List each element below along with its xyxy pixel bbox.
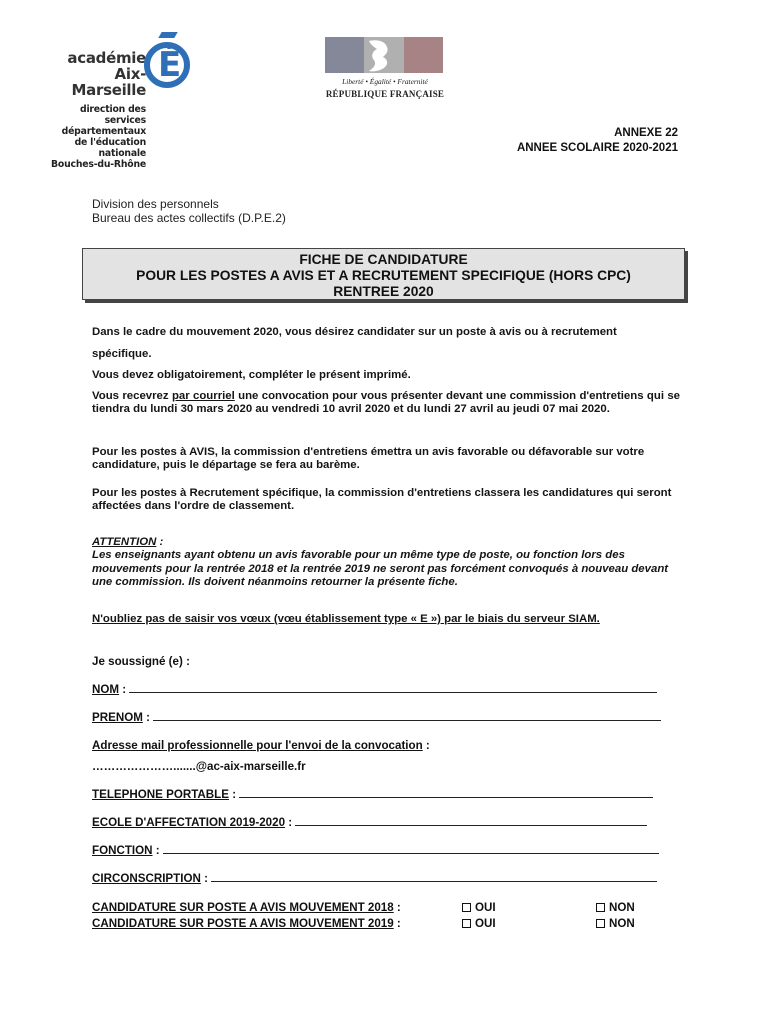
e-letter: É	[158, 45, 182, 85]
nom-sep: :	[119, 683, 127, 696]
obligation-paragraph: Vous devez obligatoirement, compléter le présent imprimé.	[92, 369, 411, 381]
annex-header	[517, 126, 678, 156]
intro-paragraph: Dans le cadre du mouvement 2020, vous désirez candidater sur un poste à avis ou à recrutement	[92, 326, 617, 338]
title-line-3: RENTREE 2020	[333, 284, 434, 299]
non-label: NON	[609, 917, 635, 930]
division-name: Division des personnels	[92, 197, 219, 211]
prenom-sep: :	[142, 711, 150, 724]
dsden-text	[40, 104, 146, 170]
bureau-name: Bureau des actes collectifs (D.P.E.2)	[92, 211, 286, 225]
telephone-field[interactable]	[92, 788, 653, 801]
circonscription-label: CIRCONSCRIPTION	[92, 872, 201, 885]
academie-logo	[40, 32, 200, 170]
cand-2018-non[interactable]	[596, 901, 635, 914]
academie-line2: Aix-Marseille	[71, 65, 146, 99]
title-line-1: FICHE DE CANDIDATURE	[299, 252, 468, 267]
academie-name	[54, 50, 146, 98]
telephone-input-line[interactable]	[239, 788, 653, 798]
nom-label: NOM	[92, 683, 120, 696]
attention-colon: :	[156, 536, 164, 548]
mail-colon: :	[422, 739, 430, 752]
convocation-text: Vous recevrez	[92, 390, 172, 402]
cand-2018-label: CANDIDATURE SUR POSTE A AVIS MOUVEMENT 2018	[92, 901, 394, 914]
nom-field[interactable]	[92, 683, 657, 696]
mail-label-row	[92, 739, 430, 752]
circonscription-input-line[interactable]	[211, 872, 657, 882]
cand-2019-sep: :	[393, 917, 401, 930]
recrutement-paragraph: Pour les postes à Recrutement spécifique, la commission d'entretiens classera les candidatures qui seront affectées dans l'ordre de classement.	[92, 487, 672, 513]
prenom-input-line[interactable]	[153, 711, 661, 721]
ecole-sep: :	[285, 816, 293, 829]
attention-text: Les enseignants ayant obtenu un avis favorable pour un même type de poste, ou fonction lors des mouvements pour la rentrée 2018 et la rentrée 2019 ne seront pas forcément convoqués à nouveau devant une commission. Ils doivent néanmoins retourner la présente fiche.	[92, 549, 669, 589]
by-email-text: par courriel	[171, 390, 235, 402]
cand-2018-oui[interactable]	[462, 901, 496, 914]
ecole-input-line[interactable]	[295, 816, 647, 826]
cand-2018-row	[92, 901, 401, 914]
siam-reminder: N'oubliez pas de saisir vos vœux (vœu établissement type « E ») par le biais du serveur SIAM.	[92, 613, 600, 625]
cand-2019-oui[interactable]	[462, 917, 496, 930]
attention-label: ATTENTION	[92, 536, 157, 548]
telephone-label: TELEPHONE PORTABLE	[92, 788, 229, 801]
cand-2019-non[interactable]	[596, 917, 635, 930]
dsden-line: direction des services	[79, 104, 146, 126]
nom-input-line[interactable]	[129, 683, 657, 693]
form-title-box	[82, 248, 685, 300]
checkbox-icon[interactable]	[596, 903, 605, 912]
attention-block	[92, 536, 680, 590]
ecole-label: ECOLE D'AFFECTATION 2019-2020	[92, 816, 286, 829]
annex-number: ANNEXE 22	[614, 127, 678, 139]
dsden-line: Bouches-du-Rhône	[51, 159, 146, 170]
cand-2019-label: CANDIDATURE SUR POSTE A AVIS MOUVEMENT 2019	[92, 917, 394, 930]
academie-line1: académie	[67, 49, 146, 67]
e-accent-mark	[158, 32, 177, 38]
division-block	[92, 197, 286, 225]
checkbox-icon[interactable]	[462, 903, 471, 912]
marianne-flag-icon	[325, 37, 443, 73]
fonction-input-line[interactable]	[163, 844, 659, 854]
ecole-field[interactable]	[92, 816, 647, 829]
prenom-field[interactable]	[92, 711, 661, 724]
fonction-field[interactable]	[92, 844, 659, 857]
oui-label: OUI	[475, 901, 496, 914]
undersigned-label: Je soussigné (e) :	[92, 655, 190, 668]
cand-2019-row	[92, 917, 401, 930]
fonction-label: FONCTION	[92, 844, 153, 857]
title-line-2: POUR LES POSTES A AVIS ET A RECRUTEMENT SPECIFIQUE (HORS CPC)	[136, 268, 631, 283]
convocation-text-end: une convocation pour vous présenter devant une commission d'entretiens qui se tiendra du lundi 30 mars 2020 au vendredi 10 avril 2020 et du lundi 27 avril au jeudi 07 mai 2020.	[92, 390, 681, 416]
avis-paragraph: Pour les postes à AVIS, la commission d'entretiens émettra un avis favorable ou défavorable sur votre candidature, puis le départage se fera au barème.	[92, 446, 645, 472]
republique-logo	[325, 37, 445, 105]
dsden-line: de l'éducation nationale	[74, 137, 146, 159]
checkbox-icon[interactable]	[462, 919, 471, 928]
intro-paragraph-end: spécifique.	[92, 348, 152, 360]
mail-field[interactable]: ………………….......@ac-aix-marseille.fr	[92, 760, 306, 773]
circonscription-sep: :	[200, 872, 208, 885]
oui-label: OUI	[475, 917, 496, 930]
non-label: NON	[609, 901, 635, 914]
republic-motto: Liberté • Égalité • Fraternité	[342, 77, 428, 86]
prenom-label: PRENOM	[92, 711, 143, 724]
dsden-line: départementaux	[61, 126, 146, 137]
convocation-paragraph	[92, 390, 680, 417]
cand-2018-sep: :	[393, 901, 401, 914]
checkbox-icon[interactable]	[596, 919, 605, 928]
mail-label: Adresse mail professionnelle pour l'envoi de la convocation	[92, 739, 423, 752]
circonscription-field[interactable]	[92, 872, 657, 885]
school-year: ANNEE SCOLAIRE 2020-2021	[516, 142, 678, 154]
fonction-sep: :	[152, 844, 160, 857]
republic-name: RÉPUBLIQUE FRANÇAISE	[325, 89, 445, 99]
telephone-sep: :	[229, 788, 237, 801]
